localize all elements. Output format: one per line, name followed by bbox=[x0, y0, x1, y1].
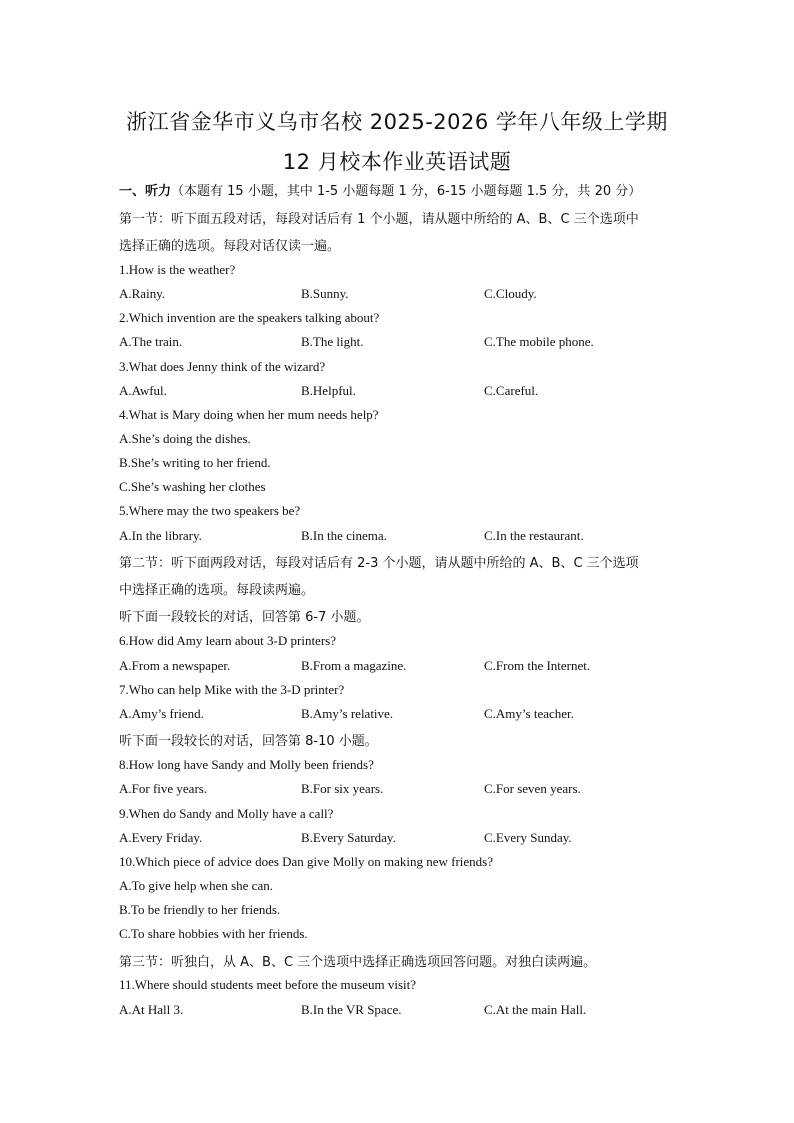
q1-option-a: A.Rainy. bbox=[119, 286, 166, 301]
question-2: 2.Which invention are the speakers talking about? bbox=[119, 310, 380, 325]
section2-instruction-line2: 中选择正确的选项。每段读两遍。 bbox=[119, 583, 315, 598]
part1-heading bbox=[119, 180, 641, 199]
part1-heading-note: （本题有 15 小题，其中 1-5 小题每题 1 分，6-15 小题每题 1.5 分，共 20 分） bbox=[171, 184, 642, 199]
q6-option-a: A.From a newspaper. bbox=[119, 658, 231, 673]
q11-option-c: C.At the main Hall. bbox=[484, 1002, 587, 1017]
q10-option-a: A.To give help when she can. bbox=[119, 878, 273, 893]
q4-option-a: A.She’s doing the dishes. bbox=[119, 431, 251, 446]
q1-option-c: C.Cloudy. bbox=[484, 286, 537, 301]
q9-option-a: A.Every Friday. bbox=[119, 830, 203, 845]
part1-heading-label: 一、听力 bbox=[119, 184, 172, 199]
q3-option-c: C.Careful. bbox=[484, 383, 539, 398]
q5-option-c: C.In the restaurant. bbox=[484, 528, 584, 543]
question-6: 6.How did Amy learn about 3-D printers? bbox=[119, 633, 336, 648]
q4-option-b: B.She’s writing to her friend. bbox=[119, 455, 271, 470]
instruction-q8-10: 听下面一段较长的对话，回答第 8-10 小题。 bbox=[119, 734, 378, 749]
question-10: 10.Which piece of advice does Dan give Molly on making new friends? bbox=[119, 854, 493, 869]
question-8: 8.How long have Sandy and Molly been friends? bbox=[119, 757, 374, 772]
section3-instruction: 第三节：听独白，从 A、B、C 三个选项中选择正确选项回答问题。对独白读两遍。 bbox=[119, 955, 597, 970]
q9-option-b: B.Every Saturday. bbox=[301, 830, 396, 845]
instruction-q6-7: 听下面一段较长的对话，回答第 6-7 小题。 bbox=[119, 610, 370, 625]
document-title-line2: 12 月校本作业英语试题 bbox=[282, 150, 512, 174]
q5-option-a: A.In the library. bbox=[119, 528, 202, 543]
q11-option-a: A.At Hall 3. bbox=[119, 1002, 184, 1017]
q2-option-b: B.The light. bbox=[301, 334, 364, 349]
q6-option-c: C.From the Internet. bbox=[484, 658, 591, 673]
q7-option-b: B.Amy’s relative. bbox=[301, 706, 394, 721]
q8-option-a: A.For five years. bbox=[119, 781, 208, 796]
section2-instruction-line1: 第二节：听下面两段对话，每段对话后有 2-3 个小题，请从题中所给的 A、B、C 三个选项 bbox=[119, 556, 639, 571]
q2-option-c: C.The mobile phone. bbox=[484, 334, 594, 349]
question-7: 7.Who can help Mike with the 3-D printer? bbox=[119, 682, 345, 697]
q3-option-b: B.Helpful. bbox=[301, 383, 356, 398]
question-11: 11.Where should students meet before the museum visit? bbox=[119, 977, 417, 992]
document-title-line1: 浙江省金华市义乌市名校 2025-2026 学年八年级上学期 bbox=[126, 110, 668, 134]
q2-option-a: A.The train. bbox=[119, 334, 183, 349]
q8-option-c: C.For seven years. bbox=[484, 781, 581, 796]
q5-option-b: B.In the cinema. bbox=[301, 528, 387, 543]
section1-instruction-line1: 第一节：听下面五段对话，每段对话后有 1 个小题，请从题中所给的 A、B、C 三个选项中 bbox=[119, 212, 639, 227]
q1-option-b: B.Sunny. bbox=[301, 286, 349, 301]
q8-option-b: B.For six years. bbox=[301, 781, 384, 796]
question-4: 4.What is Mary doing when her mum needs help? bbox=[119, 407, 379, 422]
q9-option-c: C.Every Sunday. bbox=[484, 830, 572, 845]
q6-option-b: B.From a magazine. bbox=[301, 658, 407, 673]
section1-instruction-line2: 选择正确的选项。每段对话仅读一遍。 bbox=[119, 239, 341, 254]
question-9: 9.When do Sandy and Molly have a call? bbox=[119, 806, 334, 821]
q10-option-b: B.To be friendly to her friends. bbox=[119, 902, 281, 917]
q7-option-c: C.Amy’s teacher. bbox=[484, 706, 574, 721]
question-1: 1.How is the weather? bbox=[119, 262, 236, 277]
question-3: 3.What does Jenny think of the wizard? bbox=[119, 359, 326, 374]
q3-option-a: A.Awful. bbox=[119, 383, 167, 398]
q11-option-b: B.In the VR Space. bbox=[301, 1002, 402, 1017]
question-5: 5.Where may the two speakers be? bbox=[119, 503, 301, 518]
q4-option-c: C.She’s washing her clothes bbox=[119, 479, 266, 494]
q7-option-a: A.Amy’s friend. bbox=[119, 706, 204, 721]
q10-option-c: C.To share hobbies with her friends. bbox=[119, 926, 308, 941]
